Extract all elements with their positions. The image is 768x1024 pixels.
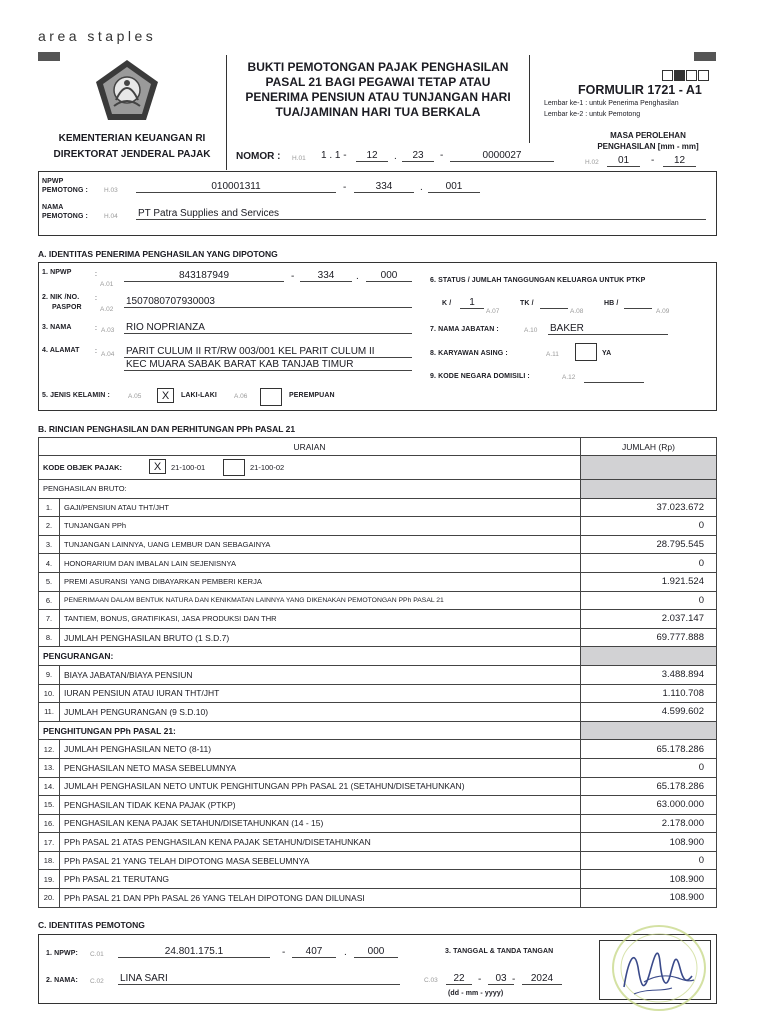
a-npwp-1: 843187949: [124, 270, 284, 282]
a-npwp-label: 1. NPWP: [42, 269, 72, 276]
period-dash: -: [651, 155, 655, 166]
row-no: 5.: [39, 572, 60, 591]
pemotong-nama: PT Patra Supplies and Services: [136, 208, 706, 220]
table-row: [39, 554, 717, 573]
row-label: PENGHASILAN NETO MASA SEBELUMNYA: [60, 758, 581, 777]
table-row: [39, 870, 717, 889]
row-no: 11.: [39, 703, 60, 722]
row-label: PENERIMAAN DALAM BENTUK NATURA DAN KENIKMATAN LAINNYA YANG DIKENAKAN PEMOTONGAN PPh PASAL 21: [60, 591, 581, 610]
form-code: FORMULIR 1721 - A1: [578, 83, 702, 97]
a-gender-code-f: A.06: [234, 393, 248, 400]
a-k-label: K /: [442, 300, 452, 307]
gender-female-checkbox[interactable]: [260, 388, 282, 406]
row-amount: 108.900: [581, 833, 717, 852]
col-uraian: URAIAN: [39, 438, 581, 456]
a-nik-label: [42, 293, 82, 313]
c-nama-label: 2. NAMA:: [46, 977, 78, 984]
col-jumlah: JUMLAH (Rp): [581, 438, 717, 456]
brand-label: area staples: [38, 28, 157, 44]
row-no: 9.: [39, 665, 60, 684]
bruto-header-row: [39, 480, 717, 499]
row-label: JUMLAH PENGHASILAN NETO UNTUK PENGHITUNGAN PPh PASAL 21 (SETAHUN/DISETAHUNKAN): [60, 777, 581, 796]
ministry-emblem-icon: [92, 56, 162, 126]
row-amount: 108.900: [581, 889, 717, 908]
row-label: PPh PASAL 21 YANG TELAH DIPOTONG MASA SEBELUMNYA: [60, 851, 581, 870]
c-date-mm: 03: [488, 973, 514, 985]
a-alamat-colon: :: [95, 348, 97, 355]
row-no: 12.: [39, 740, 60, 759]
a-jabatan-label: 7. NAMA JABATAN :: [430, 326, 499, 333]
row-amount: 65.178.286: [581, 777, 717, 796]
a-status-label: 6. STATUS / JUMLAH TANGGUNGAN KELUARGA UNTUK PTKP: [430, 277, 646, 284]
table-row: [39, 498, 717, 517]
a-gender-label: 5. JENIS KELAMIN :: [42, 392, 110, 399]
nomor-seq: 0000027: [450, 150, 554, 162]
a-alamat-2: KEC MUARA SABAK BARAT KAB TANJAB TIMUR: [124, 359, 412, 371]
table-row: [39, 610, 717, 629]
row-label: PPh PASAL 21 ATAS PENGHASILAN KENA PAJAK SETAHUN/DISETAHUNKAN: [60, 833, 581, 852]
a-npwp-code: A.01: [100, 281, 114, 288]
nomor-dash: -: [440, 150, 444, 161]
period-label: MASA PEROLEHAN PENGHASILAN [mm - mm]: [597, 131, 699, 151]
a-nik-code: A.02: [100, 306, 114, 313]
bruto-header-shade: [581, 480, 717, 499]
c-npwp-3: 000: [354, 946, 398, 958]
row-amount: 69.777.888: [581, 628, 717, 647]
a-tk-label: TK /: [520, 300, 534, 307]
sheet-2-note: Lembar ke-2 : untuk Pemotong: [544, 111, 641, 118]
row-amount: 1.921.524: [581, 572, 717, 591]
a-npwp-dot: .: [356, 271, 359, 282]
a-alamat-label: 4. ALAMAT: [42, 347, 80, 354]
row-label: TUNJANGAN LAINNYA, UANG LEMBUR DAN SEBAGAINYA: [60, 535, 581, 554]
c-npwp-dot: .: [344, 947, 347, 958]
table-row: [39, 628, 717, 647]
kode-1-label: 21-100-01: [171, 463, 206, 472]
row-amount: 0: [581, 851, 717, 870]
pemotong-nama-code: H.04: [104, 213, 118, 220]
section-b-title: B. RINCIAN PENGHASILAN DAN PERHITUNGAN PPh PASAL 21: [38, 424, 296, 434]
row-no: 19.: [39, 870, 60, 889]
header-divider-2: [529, 55, 530, 143]
a-npwp-2: 334: [300, 270, 352, 282]
dgt-logo: [92, 56, 162, 126]
kode-1-checkbox[interactable]: X: [149, 459, 166, 474]
a-hb-label: HB /: [604, 300, 619, 307]
a-asing-ya: YA: [602, 350, 612, 357]
pengurangan-header-shade: [581, 647, 717, 666]
table-row: [39, 740, 717, 759]
pemotong-npwp-1: 010001311: [136, 181, 336, 193]
row-amount: 0: [581, 517, 717, 536]
row-no: 17.: [39, 833, 60, 852]
row-no: 7.: [39, 610, 60, 629]
a-npwp-3: 000: [366, 270, 412, 282]
a-k-value: 1: [460, 297, 484, 309]
row-no: 15.: [39, 796, 60, 815]
bruto-header: PENGHASILAN BRUTO:: [39, 480, 581, 499]
row-no: 2.: [39, 517, 60, 536]
gender-male-label: LAKI-LAKI: [181, 392, 217, 399]
c-date-dash-2: -: [512, 974, 516, 985]
a-nama-label: 3. NAMA: [42, 324, 72, 331]
period-from: 01: [607, 155, 640, 167]
pengurangan-header: PENGURANGAN:: [39, 647, 581, 666]
row-no: 8.: [39, 628, 60, 647]
c-ttd-label: 3. TANGGAL & TANDA TANGAN: [445, 948, 554, 955]
signature-icon: [614, 932, 704, 1012]
row-label: IURAN PENSIUN ATAU IURAN THT/JHT: [60, 684, 581, 703]
row-label: BIAYA JABATAN/BIAYA PENSIUN: [60, 665, 581, 684]
perhitungan-header-row: [39, 721, 717, 740]
c-date-dd: 22: [446, 973, 472, 985]
row-no: 4.: [39, 554, 60, 573]
table-row: [39, 814, 717, 833]
row-label: PPh PASAL 21 TERUTANG: [60, 870, 581, 889]
row-no: 16.: [39, 814, 60, 833]
row-label: PREMI ASURANSI YANG DIBAYARKAN PEMBERI KERJA: [60, 572, 581, 591]
row-label: JUMLAH PENGHASILAN NETO (8-11): [60, 740, 581, 759]
c-npwp-dash: -: [282, 947, 286, 958]
a-alamat-code: A.04: [101, 351, 115, 358]
section-a-box: [38, 262, 717, 411]
a-negara-label: 9. KODE NEGARA DOMISILI :: [430, 373, 530, 380]
table-header-row: [39, 438, 717, 456]
table-row: [39, 833, 717, 852]
c-nama-code: C.02: [90, 978, 104, 985]
row-amount: 1.110.708: [581, 684, 717, 703]
row-no: 1.: [39, 498, 60, 517]
pemotong-npwp-code: H.03: [104, 187, 118, 194]
nomor-prefix: 1 . 1 -: [321, 150, 347, 161]
a-k-code: A.07: [486, 308, 500, 315]
kode-objek-label: KODE OBJEK PAJAK:: [43, 463, 123, 472]
gender-male-checkbox[interactable]: X: [157, 388, 174, 403]
table-row: [39, 851, 717, 870]
nomor-label: NOMOR :: [236, 151, 281, 162]
row-amount: 0: [581, 758, 717, 777]
document-title: BUKTI PEMOTONGAN PAJAK PENGHASILAN PASAL 21 BAGI PEGAWAI TETAP ATAU PENERIMA PENSIUN ATAU TUNJANGAN HARI TUA/JAMINAN HARI TUA BERKALA: [245, 60, 511, 119]
row-amount: 108.900: [581, 870, 717, 889]
c-npwp-1: 24.801.175.1: [118, 946, 270, 958]
a-alamat-1: PARIT CULUM II RT/RW 003/001 KEL PARIT CULUM II: [124, 346, 412, 358]
directorate-name: DIREKTORAT JENDERAL PAJAK: [53, 149, 211, 160]
a-negara-code: A.12: [562, 374, 576, 381]
pemotong-npwp-dot: .: [420, 182, 423, 193]
c-npwp-2: 407: [292, 946, 336, 958]
a-jabatan-code: A.10: [524, 327, 538, 334]
row-no: 20.: [39, 889, 60, 908]
row-label: HONORARIUM DAN IMBALAN LAIN SEJENISNYA: [60, 554, 581, 573]
a-nama-colon: :: [95, 325, 97, 332]
sheet-1-note: Lembar ke-1 : untuk Penerima Penghasilan: [544, 100, 679, 107]
kode-2-checkbox[interactable]: [223, 459, 245, 476]
pemotong-npwp-dash: -: [343, 182, 347, 193]
section-c-title: C. IDENTITAS PEMOTONG: [38, 920, 145, 930]
table-row: [39, 517, 717, 536]
perhitungan-header: PENGHITUNGAN PPh PASAL 21:: [39, 721, 581, 740]
income-table: [38, 437, 717, 908]
row-no: 14.: [39, 777, 60, 796]
perhitungan-header-shade: [581, 721, 717, 740]
row-no: 10.: [39, 684, 60, 703]
row-amount: 0: [581, 591, 717, 610]
gender-female-label: PEREMPUAN: [289, 392, 335, 399]
table-row: [39, 758, 717, 777]
a-nik-label-2: PASPOR: [52, 304, 82, 311]
a-nik-colon: :: [95, 295, 97, 302]
pemotong-npwp-3: 001: [428, 181, 480, 193]
row-amount: 37.023.672: [581, 498, 717, 517]
row-amount: 3.488.894: [581, 665, 717, 684]
row-no: 6.: [39, 591, 60, 610]
kode-2-label: 21-100-02: [250, 463, 285, 472]
foreign-employee-checkbox[interactable]: [575, 343, 597, 361]
c-date-format: (dd - mm - yyyy): [448, 990, 504, 997]
row-amount: 2.037.147: [581, 610, 717, 629]
row-label: PENGHASILAN KENA PAJAK SETAHUN/DISETAHUNKAN (14 - 15): [60, 814, 581, 833]
row-amount: 2.178.000: [581, 814, 717, 833]
c-date-code: C.03: [424, 977, 438, 984]
period-to: 12: [663, 155, 696, 167]
row-label: PENGHASILAN TIDAK KENA PAJAK (PTKP): [60, 796, 581, 815]
table-row: [39, 889, 717, 908]
a-hb-code: A.09: [656, 308, 670, 315]
row-label: JUMLAH PENGURANGAN (9 S.D.10): [60, 703, 581, 722]
row-amount: 0: [581, 554, 717, 573]
row-no: 3.: [39, 535, 60, 554]
c-date-dash-1: -: [478, 974, 482, 985]
pemotong-npwp-label: NPWP PEMOTONG :: [42, 178, 88, 194]
c-date-yyyy: 2024: [522, 973, 562, 985]
table-row: [39, 703, 717, 722]
table-row: [39, 665, 717, 684]
pemotong-nama-label: NAMA PEMOTONG :: [42, 204, 88, 220]
table-row: [39, 777, 717, 796]
pengurangan-header-row: [39, 647, 717, 666]
nomor-code: H.01: [292, 155, 306, 162]
ministry-name: KEMENTERIAN KEUANGAN RI: [58, 133, 206, 144]
a-nik: 1507080707930003: [124, 296, 412, 308]
row-label: GAJI/PENSIUN ATAU THT/JHT: [60, 498, 581, 517]
pemotong-npwp-2: 334: [354, 181, 414, 193]
a-tk-value: [540, 297, 568, 309]
a-nama: RIO NOPRIANZA: [124, 322, 412, 334]
table-row: [39, 591, 717, 610]
nomor-year: 23: [402, 150, 434, 162]
a-npwp-dash: -: [291, 271, 295, 282]
c-nama: LINA SARI: [118, 973, 400, 985]
a-asing-label: 8. KARYAWAN ASING :: [430, 350, 508, 357]
a-tk-code: A.08: [570, 308, 584, 315]
table-row: [39, 684, 717, 703]
kode-objek-shade: [581, 456, 717, 480]
nomor-month: 12: [356, 150, 388, 162]
table-row: [39, 572, 717, 591]
a-negara-value: [584, 371, 644, 383]
row-amount: 28.795.545: [581, 535, 717, 554]
section-a-title: A. IDENTITAS PENERIMA PENGHASILAN YANG DIPOTONG: [38, 249, 278, 259]
period-code: H.02: [585, 159, 599, 166]
c-npwp-label: 1. NPWP:: [46, 950, 78, 957]
a-asing-code: A.11: [546, 351, 559, 358]
a-npwp-colon: :: [95, 271, 97, 278]
row-no: 18.: [39, 851, 60, 870]
row-amount: 63.000.000: [581, 796, 717, 815]
a-hb-value: [624, 297, 652, 309]
a-gender-code-m: A.05: [128, 393, 142, 400]
c-npwp-code: C.01: [90, 951, 104, 958]
row-amount: 4.599.602: [581, 703, 717, 722]
a-nama-code: A.03: [101, 327, 115, 334]
kode-objek-row: [39, 456, 717, 480]
table-row: [39, 535, 717, 554]
row-label: TANTIEM, BONUS, GRATIFIKASI, JASA PRODUKSI DAN THR: [60, 610, 581, 629]
row-no: 13.: [39, 758, 60, 777]
row-label: TUNJANGAN PPh: [60, 517, 581, 536]
kode-objek-cell: [39, 456, 581, 480]
header-divider-1: [226, 55, 227, 170]
row-label: PPh PASAL 21 DAN PPh PASAL 26 YANG TELAH DIPOTONG DAN DILUNASI: [60, 889, 581, 908]
a-nik-label-1: 2. NIK /NO.: [42, 294, 80, 301]
table-row: [39, 796, 717, 815]
row-amount: 65.178.286: [581, 740, 717, 759]
nomor-dot: .: [394, 151, 397, 162]
a-jabatan: BAKER: [548, 323, 668, 335]
row-label: JUMLAH PENGHASILAN BRUTO (1 S.D.7): [60, 628, 581, 647]
